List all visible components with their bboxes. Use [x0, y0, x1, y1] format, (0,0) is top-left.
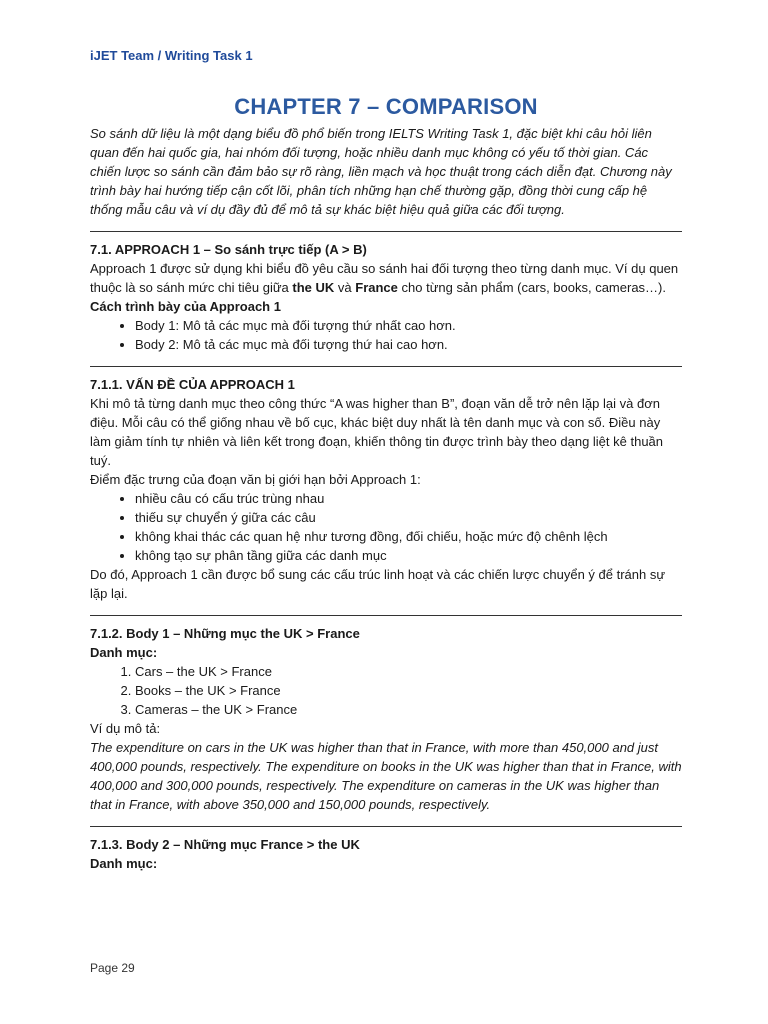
running-header: iJET Team / Writing Task 1 [90, 48, 253, 63]
section-heading: 7.1.2. Body 1 – Những mục the UK > France [90, 626, 360, 641]
section-divider [90, 231, 682, 232]
section-divider [90, 366, 682, 367]
chapter-title: CHAPTER 7 – COMPARISON [234, 94, 538, 119]
section-heading: 7.1.1. VẤN ĐỀ CỦA APPROACH 1 [90, 377, 295, 392]
paragraph-text: và [334, 280, 356, 295]
list-item: • không tạo sự phân tầng giữa các danh mục [135, 546, 682, 565]
section-heading: 7.1.3. Body 2 – Những mục France > the UK [90, 837, 360, 852]
section-paragraph: Điểm đặc trưng của đoạn văn bị giới hạn bởi Approach 1: [90, 472, 421, 487]
subsection-label: Cách trình bày của Approach 1 [90, 299, 281, 314]
section-heading: 7.1. APPROACH 1 – So sánh trực tiếp (A > B) [90, 242, 367, 257]
section-7-1-3 [90, 835, 682, 873]
section-7-1-2 [90, 624, 682, 814]
numbered-list [90, 662, 682, 719]
list-item: • thiếu sự chuyển ý giữa các câu [135, 508, 682, 527]
paragraph-text: cho từng sản phẩm (cars, books, cameras…). [397, 280, 666, 295]
section-divider [90, 826, 682, 827]
section-paragraph: Do đó, Approach 1 cần được bổ sung các cấu trúc linh hoạt và các chiến lược chuyển ý để tránh sự lặp lại. [90, 567, 666, 601]
list-item: • không khai thác các quan hệ như tương đồng, đối chiếu, hoặc mức độ chênh lệch [135, 527, 682, 546]
example-label: Ví dụ mô tả: [90, 721, 161, 736]
list-item: 1. Cars – the UK > France [135, 662, 682, 681]
section-7-1 [90, 240, 682, 354]
section-7-1-1 [90, 375, 682, 603]
category-label: Danh mục: [90, 645, 158, 660]
list-item: • Body 1: Mô tả các mục mà đối tượng thứ nhất cao hơn. [135, 316, 682, 335]
list-item: 3. Cameras – the UK > France [135, 700, 682, 719]
emphasis-france: France [355, 280, 398, 295]
bullet-list [90, 489, 682, 565]
page-content [90, 94, 682, 873]
section-divider [90, 615, 682, 616]
bullet-list [90, 316, 682, 354]
chapter-intro: So sánh dữ liệu là một dạng biểu đồ phổ biến trong IELTS Writing Task 1, đặc biệt khi câu hỏi liên quan đến hai quốc gia, hai nhóm đối tượng, hoặc nhiều danh mục không có yếu tố thời gian. Các chiến lược so sánh cần đảm bảo sự rõ ràng, liền mạch và học thuật trong cách diễn đạt. Chương này trình bày hai hướng tiếp cận cốt lõi, phân tích những hạn chế thường gặp, đồng thời cung cấp hệ thống mẫu câu và ví dụ đầy đủ để mô tả sự khác biệt hiệu quả giữa các đối tượng. [90, 126, 672, 217]
list-item: • Body 2: Mô tả các mục mà đối tượng thứ hai cao hơn. [135, 335, 682, 354]
emphasis-uk: the UK [292, 280, 335, 295]
category-label: Danh mục: [90, 856, 158, 871]
section-paragraph: Khi mô tả từng danh mục theo công thức “A was higher than B”, đoạn văn dễ trở nên lặp lại và đơn điệu. Mỗi câu có thể giống nhau về bố cục, khác biệt duy nhất là tên danh mục và con số. Điều này làm giảm tính tự nhiên và liên kết trong đoạn, khiến thông tin được trình bày theo dạng liệt kê thuần tuý. [90, 396, 664, 468]
page-number: Page 29 [90, 961, 135, 975]
paragraph-text: Approach 1 được sử dụng khi biểu đồ yêu cầu so sánh hai đối tượng theo từng danh mục. Ví dụ quen thuộc là so sánh mức chi tiêu giữa [90, 261, 679, 295]
list-item: • nhiều câu có cấu trúc trùng nhau [135, 489, 682, 508]
section-paragraph [90, 259, 682, 297]
example-text: The expenditure on cars in the UK was higher than that in France, with more than 450,000 and just 400,000 pounds, respectively. The expenditure on books in the UK was higher than that in France, with 400,000 and 300,000 pounds, respectively. The expenditure on cameras in the UK was higher than that in France, with above 350,000 and 150,000 pounds, respectively. [90, 740, 682, 812]
list-item: 2. Books – the UK > France [135, 681, 682, 700]
